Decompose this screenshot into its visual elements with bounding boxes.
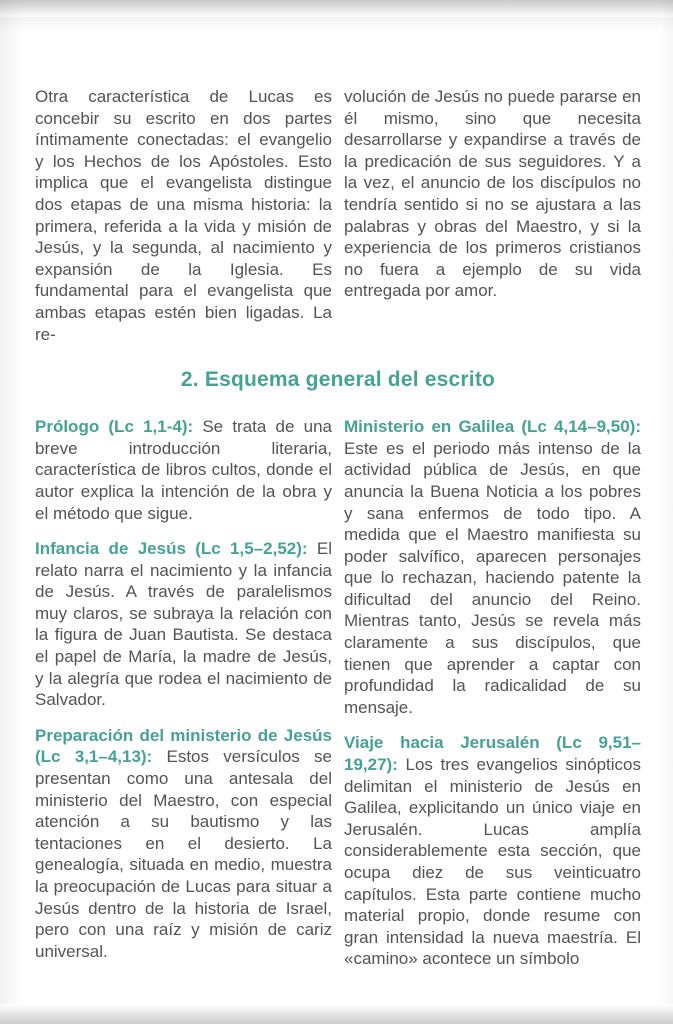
- intro-paragraph-left: Otra característica de Lucas es concebir su escrito en dos partes íntimamente conectadas: el evangelio y los Hechos de los Apóstoles. Esto implica que el evangelista distingue dos etapas de una misma historia: la primera, referida a la vida y misión de Jesús, y la segunda, al nacimiento y expansión de la Iglesia. Es fundamental para el evangelista que ambas etapas estén bien ligadas. La re-: [35, 87, 332, 344]
- entry-preparacion-heading: Preparación del ministerio de Jesús (Lc 3,1–4,13):: [35, 725, 332, 767]
- entry-infancia: [35, 538, 332, 711]
- entry-viaje-jerusalen-heading: Viaje hacia Jerusalén (Lc 9,51–19,27):: [344, 733, 641, 775]
- entry-viaje-jerusalen: [344, 732, 641, 970]
- entry-ministerio-galilea-heading: Ministerio en Galilea (Lc 4,14–9,50):: [344, 417, 641, 437]
- entry-ministerio-galilea: [344, 416, 641, 718]
- entry-preparacion: [35, 725, 332, 963]
- entry-viaje-jerusalen-body: Los tres evangelios sinópticos delimitan el ministerio de Jesús en Galilea, explicitando un único viaje en Jerusalén. Lucas amplía considerablemente esta sección, que ocupa diez de sus veinticuatro capítulos. Esta parte contiene mucho material propio, donde resume con gran intensidad la nueva maestría. El «camino» acontece un símbolo: [344, 755, 641, 969]
- intro-column-right: [344, 86, 641, 345]
- entry-prologo-heading: Prólogo (Lc 1,1-4):: [35, 417, 194, 437]
- intro-columns: [35, 86, 641, 345]
- page-content: [35, 86, 641, 984]
- entry-infancia-heading: Infancia de Jesús (Lc 1,5–2,52):: [35, 539, 308, 559]
- entry-prologo-body: Se trata de una breve introducción literaria, característica de libros cultos, donde el autor explica la intención de la obra y el método que sigue.: [35, 417, 332, 523]
- outline-column-right: [344, 416, 641, 984]
- section-heading: 2. Esquema general del escrito: [180, 368, 496, 392]
- scan-edge-left-shadow: [0, 0, 26, 1024]
- intro-paragraph-right: volución de Jesús no puede pararse en él mismo, sino que necesita desarrollarse y expandirse a través de la predicación de sus seguidores. Y a la vez, el anuncio de los discípulos no tendría sentido si no se ajustara a las palabras y obras del Maestro, y si la experiencia de los primeros cristianos no fuera a ejemplo de su vida entregada por amor.: [344, 87, 641, 301]
- entry-ministerio-galilea-body: Este es el periodo más intenso de la actividad pública de Jesús, en que anuncia la Buena Noticia a los pobres y sana enfermos de todo tipo. A medida que el Maestro manifiesta su poder salvífico, aparecen personajes que lo rechazan, haciendo patente la dificultad del anuncio del Reino. Mientras tanto, Jesús se revela más claramente a sus discípulos, que tienen que aprender a captar con profundidad la radicalidad de su mensaje.: [344, 438, 641, 717]
- scan-edge-right-shadow: [659, 0, 673, 1024]
- entry-preparacion-body: Estos versículos se presentan como una antesala del ministerio del Maestro, con especial atención a su bautismo y las tentaciones en el desierto. La genealogía, situada en medio, muestra la preocupación de Lucas para situar a Jesús dentro de la historia de Israel, pero con una raíz y misión de cariz universal.: [35, 747, 332, 961]
- intro-column-left: [35, 86, 332, 345]
- scan-edge-top: [0, 0, 673, 17]
- scan-edge-bottom: [0, 1004, 673, 1024]
- outline-column-left: [35, 416, 332, 984]
- entry-prologo: [35, 416, 332, 524]
- entry-infancia-body: El relato narra el nacimiento y la infancia de Jesús. A través de paralelismos muy claros, se subraya la relación con la figura de Juan Bautista. Se destaca el papel de María, la madre de Jesús, y la alegría que rodea el nacimiento de Salvador.: [35, 539, 332, 710]
- outline-columns: [35, 416, 641, 984]
